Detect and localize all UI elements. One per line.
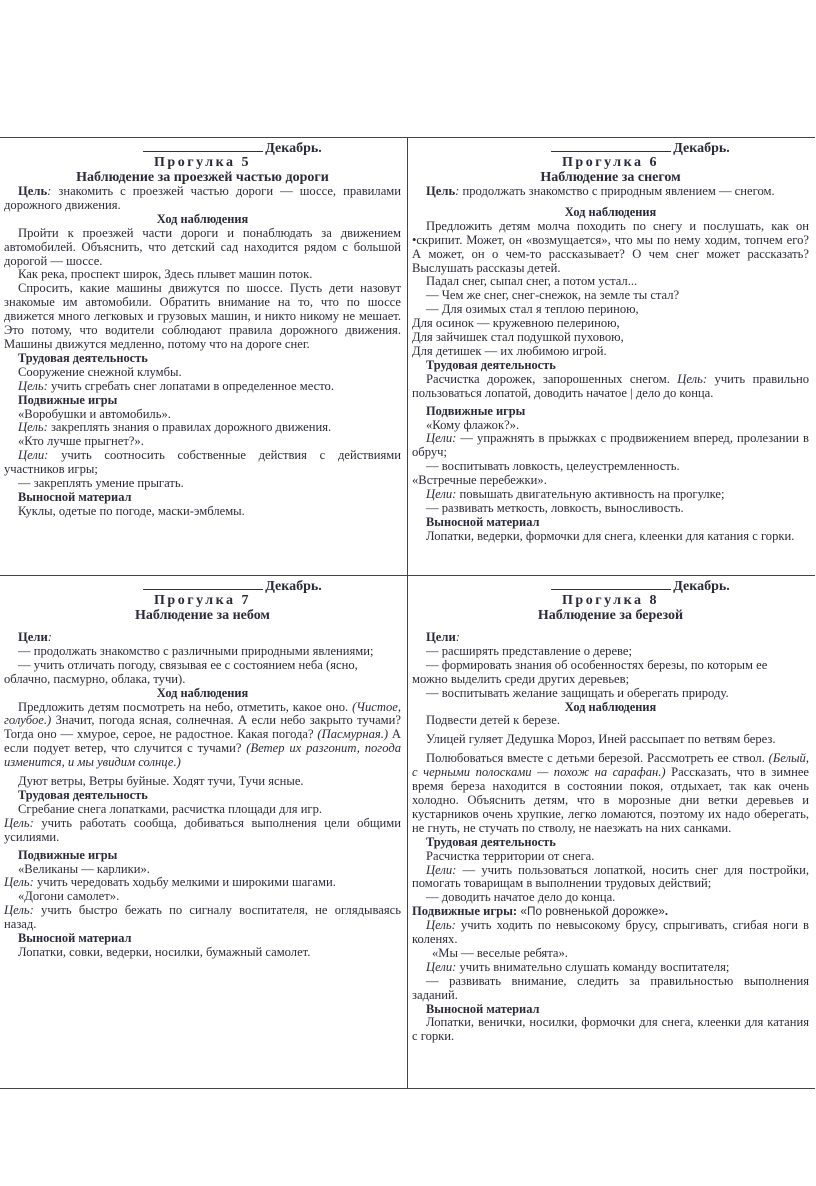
game-goal-text: учить внимательно слушать команду воспитателя; — [456, 959, 730, 974]
poem-line: — Для озимых стал я теплою периною, — [426, 302, 639, 317]
observation-title: Ход наблюдения — [564, 204, 657, 219]
material-text: Лопатки, совки, ведерки, носилки, бумажный самолет. — [18, 944, 311, 959]
walk-card-5 — [0, 138, 407, 575]
month-text: Декабрь. — [265, 579, 322, 594]
game-name: «Кто лучше прыгнет?». — [18, 434, 144, 449]
game-goal-label: Цели: — [426, 959, 457, 974]
observation-verse: Дуют ветры, Ветры буйные. Ходят тучи, Тучи ясные. — [18, 774, 304, 789]
goal-paragraph — [4, 185, 401, 213]
labor-goal-text: — учить пользоваться лопаткой, носить снег для постройки, помогать товарищам в выполнении трудовых действий; — [412, 862, 809, 891]
game-goal-label: Цели: — [18, 448, 49, 463]
goal-item: — продолжать знакомство с различными природными явлениями; — [18, 643, 374, 658]
walk-card-6 — [408, 138, 815, 575]
labor-text — [412, 373, 809, 401]
game-goal-text: учить соотносить собственные действия с действиями участников игры; — [4, 448, 401, 477]
card-month — [412, 579, 809, 594]
goal-label: Цель — [426, 184, 456, 198]
walk-topic: Наблюдение за небом — [135, 608, 270, 623]
games-title: Подвижные игры — [426, 403, 526, 418]
material-text: Лопатки, ведерки, формочки для снега, клеенки для катания с горки. — [426, 528, 795, 543]
game-goal-label: Цель: — [18, 420, 48, 435]
obs-text: Значит, погода ясная, солнечная. А если небо закрыто тучами? Тогда оно — хмурое, серое, не радостное. Какая погода? — [4, 713, 401, 742]
observation-paragraph: Пройти к проезжей части дороги и понаблюдать за движением автомобилей. Объяснить, что детский сад находится рядом с большой дорогой — шоссе. — [4, 225, 401, 268]
game-goal-text: повышать двигательную активность на прогулке; — [456, 487, 725, 502]
labor-goal-label: Цель: — [4, 815, 34, 830]
goal-item: — воспитывать желание защищать и оберегать природу. — [426, 685, 729, 700]
material-title: Выносной материал — [426, 514, 540, 529]
walk-card-7 — [0, 576, 407, 1088]
game-goal-label: Цель: — [4, 875, 34, 890]
observation-title: Ход наблюдения — [156, 211, 249, 226]
game-name: «Великаны — карлики». — [18, 861, 150, 876]
game-goal — [412, 919, 809, 947]
walk-topic: Наблюдение за проезжей частью дороги — [76, 170, 329, 185]
goals-colon: : — [455, 630, 460, 644]
poem-line: — Чем же снег, снег-снежок, на земле ты стал? — [426, 288, 680, 303]
month-text: Декабрь. — [673, 579, 730, 594]
game-goal — [412, 432, 809, 460]
labor-text: Расчистка территории от снега. — [426, 848, 595, 863]
labor-title: Трудовая деятельность — [18, 787, 148, 802]
labor-title: Трудовая деятельность — [426, 357, 556, 372]
card-month — [412, 141, 809, 156]
game-goal — [4, 904, 401, 932]
game-goal — [4, 421, 401, 435]
game-goal — [4, 876, 401, 890]
game-goal-text: — упражнять в прыжках с продвижением вперед, пролезании в обруч; — [412, 431, 809, 460]
goal-item: — расширять представление о дереве; — [426, 643, 633, 658]
labor-goal-label: Цели: — [426, 862, 457, 877]
game-goal-label: Цель: — [4, 903, 34, 918]
labor-title: Трудовая деятельность — [18, 350, 148, 365]
walk-topic: Наблюдение за снегом — [540, 170, 681, 185]
game-name: «Встречные перебежки». — [412, 473, 547, 488]
obs-text: А если подует ветер, что случится с тучами? — [4, 727, 401, 756]
game-goal-text: учить чередовать ходьбу мелкими и широкими шагами. — [33, 875, 336, 890]
labor-text: Сгребание снега лопатками, расчистка площади для игр. — [18, 801, 323, 816]
game-goal — [4, 449, 401, 477]
game-goal-item: — воспитывать ловкость, целеустремленность. — [426, 459, 680, 474]
labor-goal — [4, 380, 401, 394]
walk-topic: Наблюдение за березой — [537, 608, 684, 623]
games-title: Подвижные игры — [18, 847, 118, 862]
game-name: «По ровненькой дорожке» — [517, 904, 665, 919]
observation-paragraph: Подвести детей к березе. — [426, 713, 561, 728]
material-title: Выносной материал — [426, 1001, 540, 1016]
obs-answer: (Чистое, голубое.) — [4, 699, 401, 728]
obs-answer: (Пасмурная.) — [317, 727, 389, 742]
observation-paragraph — [4, 701, 401, 771]
goal-item: облачно, пасмурно, облака, тучи). — [4, 671, 186, 686]
material-text: Куклы, одетые по погоде, маски-эмблемы. — [18, 503, 245, 518]
game-goal-text: закреплять знания о правилах дорожного движения. — [47, 420, 332, 435]
game-name: «Воробушки и автомобиль». — [18, 406, 171, 421]
goal-colon: : — [47, 184, 52, 198]
goals-heading — [4, 631, 401, 645]
obs-answer: (Ветер их разгонит, погода изменится, и мы увидим солнце.) — [4, 741, 402, 770]
observation-paragraph: Спросить, какие машины движутся по шоссе. Пусть дети назовут знакомые им автомобили. Обратить внимание на то, что по шоссе движется много легковых и грузовых машин, и никто никому не мешает. Это потому, что водители соблюдают правила дорожного движения. Машины движутся медленно, потому что на дороге снег. — [4, 281, 401, 351]
game-goal-label: Цель: — [426, 918, 456, 933]
material-text: Лопатки, венички, носилки, формочки для снега, клеенки для катания с горки. — [412, 1015, 809, 1044]
games-line — [412, 905, 809, 919]
labor-title: Трудовая деятельность — [426, 834, 556, 849]
goal-item: — учить отличать погоду, связывая ее с состоянием неба (ясно, — [18, 657, 358, 672]
poem-line: Для детишек — их любимою игрой. — [412, 343, 607, 358]
games-title: Подвижные игры: — [412, 904, 518, 919]
game-goal-label: Цели: — [426, 431, 457, 446]
obs-text: Рассказать, что в зимнее время береза находится в состоянии покоя, отдыхает, так как очень холодно. Объяснить детям, что в морозные дни ветки деревьев и кустарников очень хрупкие, легко ломаются, поэтому их надо оберегать, не гнуть, не стучать по стволу, не наезжать на них санками. — [412, 765, 809, 835]
walk-number: Прогулка 6 — [562, 155, 659, 170]
labor-goal — [4, 817, 401, 845]
goal-colon: : — [455, 184, 460, 198]
labor-text: Сооружение снежной клумбы. — [18, 364, 182, 379]
material-title: Выносной материал — [18, 489, 132, 504]
labor-goal-text: учить работать сообща, добиваться выполнения цели общими усилиями. — [4, 815, 401, 844]
labor-goal — [412, 864, 809, 892]
month-text: Декабрь. — [265, 141, 322, 156]
game-name-end: . — [664, 904, 669, 919]
goal-item: можно выделить среди других деревьев; — [412, 671, 630, 686]
observation-paragraph — [412, 752, 809, 835]
poem-line: Падал снег, сыпал снег, а потом устал... — [426, 274, 638, 289]
labor-goal-text: учить сгребать снег лопатами в определенное место. — [47, 378, 334, 393]
observation-title: Ход наблюдения — [564, 699, 657, 714]
game-name: «Мы — веселые ребята». — [432, 945, 568, 960]
obs-answer: (Белый, с черными полосками — похож на сарафан.) — [412, 751, 809, 780]
goal-text: знакомить с проезжей частью дороги — шоссе, правилами дорожного движения. — [4, 184, 401, 212]
obs-text: Полюбоваться вместе с детьми березой. Рассмотреть ее ствол. — [426, 751, 769, 766]
poem-line: Для осинок — кружевною пелериною, — [412, 316, 620, 331]
games-title: Подвижные игры — [18, 392, 118, 407]
material-title: Выносной материал — [18, 931, 132, 946]
game-goal-item: — развивать внимание, следить за правильностью выполнения заданий. — [412, 973, 809, 1002]
poem-line: Для зайчишек стал подушкой пуховою, — [412, 330, 624, 345]
observation-title: Ход наблюдения — [156, 685, 249, 700]
game-name: «Догони самолет». — [18, 889, 120, 904]
walk-number: Прогулка 8 — [562, 593, 659, 608]
walk-cards-grid — [0, 137, 815, 1089]
game-goal — [412, 488, 809, 502]
goal-item: — формировать знания об особенностях березы, по которым ее — [426, 657, 768, 672]
game-goal-item: — закреплять умение прыгать. — [18, 476, 184, 491]
observation-verse: Как река, проспект широк, Здесь плывет машин поток. — [18, 267, 313, 282]
labor-goal-label: Цель: — [677, 371, 708, 386]
card-month — [4, 579, 401, 594]
goal-text: продолжать знакомство с природным явлением — снегом. — [459, 184, 775, 198]
labor-goal-item: — доводить начатое дело до конца. — [426, 890, 616, 905]
game-name: «Кому флажок?». — [426, 417, 520, 432]
game-goal-text: учить быстро бежать по сигналу воспитателя, не оглядываясь назад. — [4, 903, 401, 932]
labor-text-main: Расчистка дорожек, запорошенных снегом. — [426, 371, 678, 386]
month-text: Декабрь. — [673, 141, 730, 156]
game-goal-text: учить ходить по невысокому брусу, спрыгивать, сгибая ноги в коленях. — [412, 918, 809, 947]
goals-heading — [412, 631, 809, 645]
walk-number: Прогулка 5 — [154, 155, 251, 170]
game-goal-label: Цели: — [426, 487, 457, 502]
obs-text: Предложить детям посмотреть на небо, отметить, какое оно. — [18, 699, 353, 714]
observation-verse: Улицей гуляет Дедушка Мороз, Иней рассыпает по ветвям берез. — [426, 732, 776, 747]
goal-label: Цель — [18, 184, 48, 198]
game-goal-item: — развивать меткость, ловкость, выносливость. — [426, 500, 684, 515]
walk-card-8 — [408, 576, 815, 1088]
goals-colon: : — [47, 630, 52, 644]
game-goal — [412, 961, 809, 975]
goal-paragraph — [412, 185, 809, 199]
walk-number: Прогулка 7 — [154, 593, 251, 608]
goals-label: Цели — [18, 630, 48, 644]
labor-goal-text: учить правильно пользоваться лопатой, доводить начатое | дело до конца. — [412, 371, 809, 400]
card-month — [4, 141, 401, 156]
observation-paragraph: Предложить детям молча походить по снегу и послушать, как он •скрипит. Может, он «возмущается», что мы по нему ходим, топчем его? А может, он о чем-то рассказывает? О чем снег может рассказать? Выслушать рассказы детей. — [412, 218, 809, 275]
goals-label: Цели — [426, 630, 456, 644]
labor-goal-label: Цель: — [18, 378, 48, 393]
